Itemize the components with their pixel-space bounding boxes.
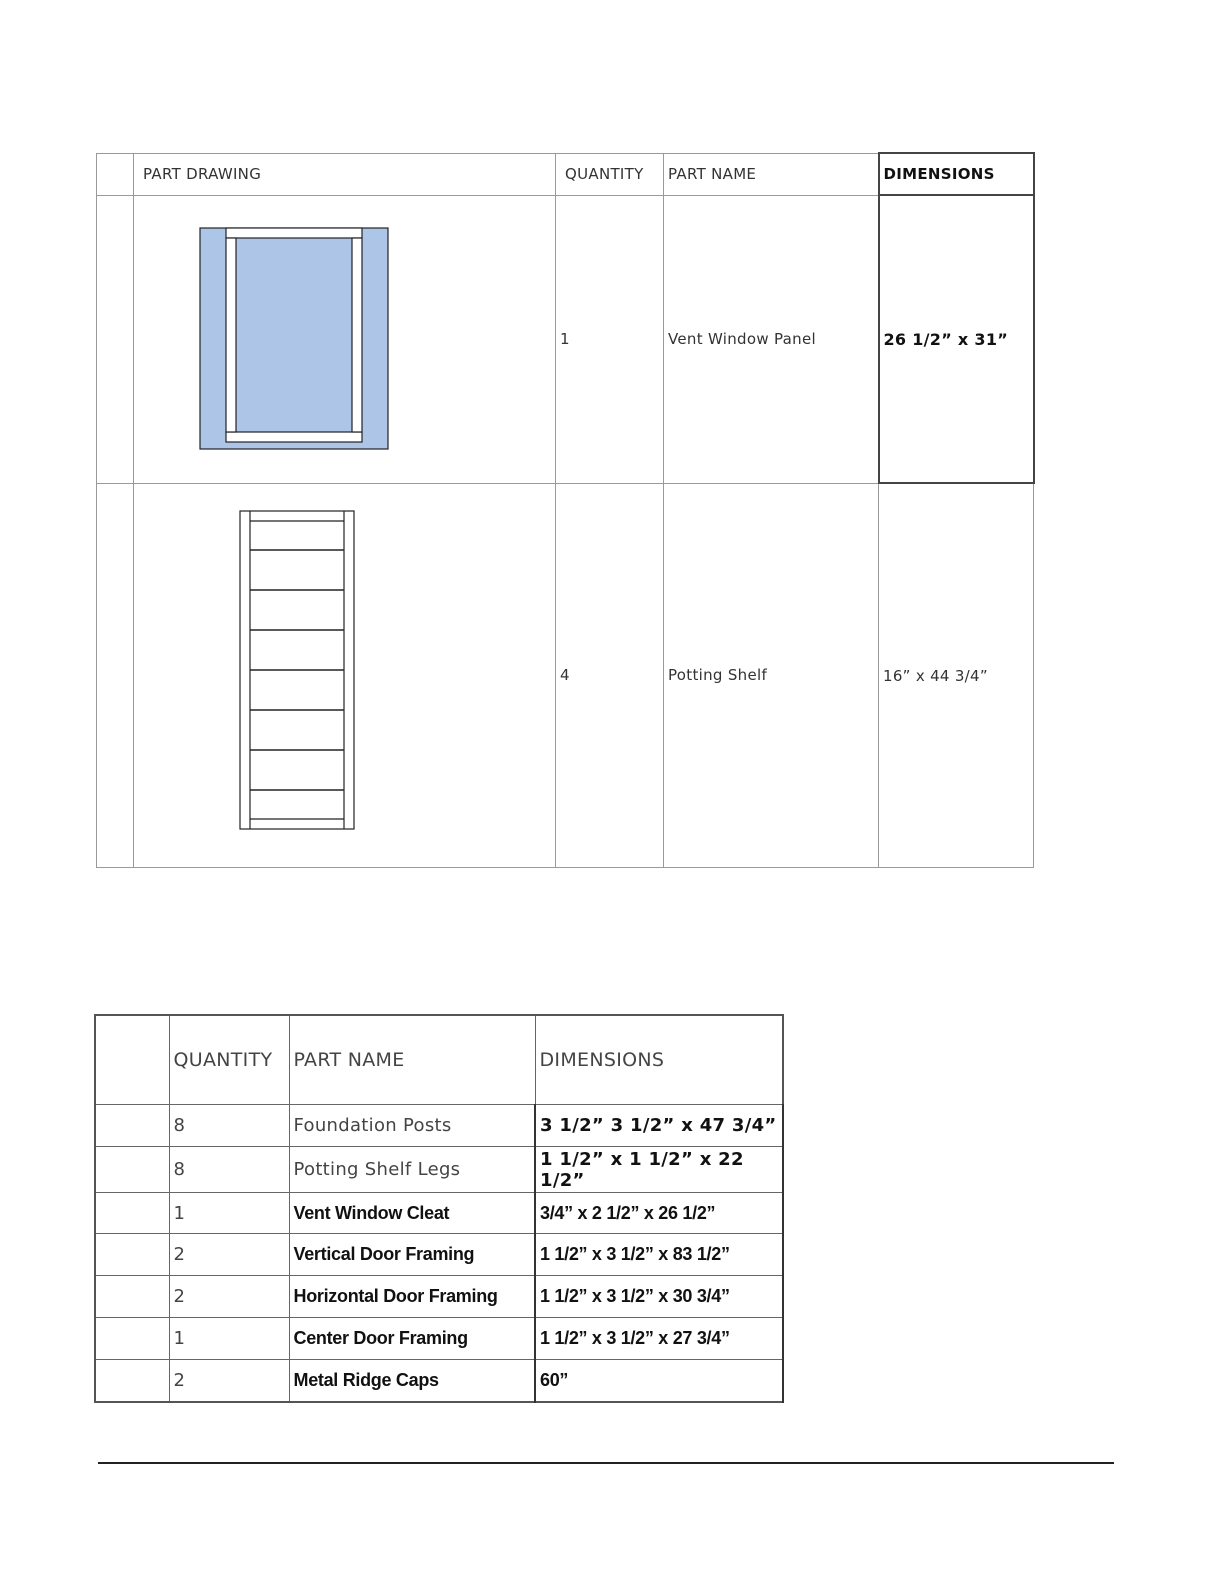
row-index-cell	[95, 1105, 169, 1147]
table-row	[95, 1105, 783, 1147]
quantity-cell: 2	[169, 1234, 289, 1276]
dimensions-cell: 60”	[535, 1360, 783, 1403]
quantity-cell: 1	[556, 195, 664, 483]
table-row	[97, 195, 1034, 483]
part-name-cell: Vent Window Panel	[664, 195, 879, 483]
dimensions-cell: 1 1/2” x 3 1/2” x 27 3/4”	[535, 1318, 783, 1360]
header-quantity: QUANTITY	[169, 1015, 289, 1105]
parts-table-header-row	[97, 153, 1034, 195]
header-part-name: PART NAME	[664, 153, 879, 195]
part-name-cell: Potting Shelf Legs	[289, 1147, 535, 1193]
part-name-cell: Vertical Door Framing	[289, 1234, 535, 1276]
dimensions-cell: 3 1/2” 3 1/2” x 47 3/4”	[535, 1105, 783, 1147]
dimensions-cell: 16” x 44 3/4”	[879, 483, 1034, 868]
dimensions-cell: 1 1/2” x 1 1/2” x 22 1/2”	[535, 1147, 783, 1193]
row-index-cell	[95, 1015, 169, 1105]
row-index-cell	[97, 153, 134, 195]
table-row	[95, 1360, 783, 1403]
table-row	[95, 1318, 783, 1360]
parts-drawing-table	[96, 152, 1035, 868]
dimensions-cell: 3/4” x 2 1/2” x 26 1/2”	[535, 1193, 783, 1234]
potting-shelf-drawing	[134, 484, 556, 867]
dimensions-cell: 26 1/2” x 31”	[879, 195, 1034, 483]
dimensions-cell: 1 1/2” x 3 1/2” x 83 1/2”	[535, 1234, 783, 1276]
part-name-cell: Potting Shelf	[664, 483, 879, 868]
header-dimensions: DIMENSIONS	[879, 153, 1034, 195]
row-index-cell	[95, 1276, 169, 1318]
quantity-cell: 4	[556, 483, 664, 868]
lumber-parts-table	[94, 1014, 784, 1403]
table-row	[95, 1234, 783, 1276]
part-name-cell: Vent Window Cleat	[289, 1193, 535, 1234]
row-index-cell	[95, 1360, 169, 1403]
row-index-cell	[95, 1193, 169, 1234]
table-row	[95, 1193, 783, 1234]
row-index-cell	[97, 483, 134, 868]
header-part-name: PART NAME	[289, 1015, 535, 1105]
part-name-cell: Metal Ridge Caps	[289, 1360, 535, 1403]
row-index-cell	[97, 195, 134, 483]
drawing-cell	[134, 483, 556, 868]
quantity-cell: 1	[169, 1193, 289, 1234]
quantity-cell: 1	[169, 1318, 289, 1360]
quantity-cell: 8	[169, 1147, 289, 1193]
header-quantity: QUANTITY	[556, 153, 664, 195]
footer-divider	[98, 1462, 1114, 1464]
quantity-cell: 2	[169, 1360, 289, 1403]
drawing-cell	[134, 195, 556, 483]
part-name-cell: Center Door Framing	[289, 1318, 535, 1360]
table-row	[95, 1147, 783, 1193]
header-dimensions: DIMENSIONS	[535, 1015, 783, 1105]
part-name-cell: Horizontal Door Framing	[289, 1276, 535, 1318]
dimensions-cell: 1 1/2” x 3 1/2” x 30 3/4”	[535, 1276, 783, 1318]
quantity-cell: 8	[169, 1105, 289, 1147]
quantity-cell: 2	[169, 1276, 289, 1318]
vent-window-panel-drawing	[134, 196, 556, 482]
table-row	[97, 483, 1034, 868]
row-index-cell	[95, 1234, 169, 1276]
row-index-cell	[95, 1318, 169, 1360]
row-index-cell	[95, 1147, 169, 1193]
part-name-cell: Foundation Posts	[289, 1105, 535, 1147]
lumber-table-header-row	[95, 1015, 783, 1105]
table-row	[95, 1276, 783, 1318]
header-part-drawing: PART DRAWING	[134, 153, 556, 195]
